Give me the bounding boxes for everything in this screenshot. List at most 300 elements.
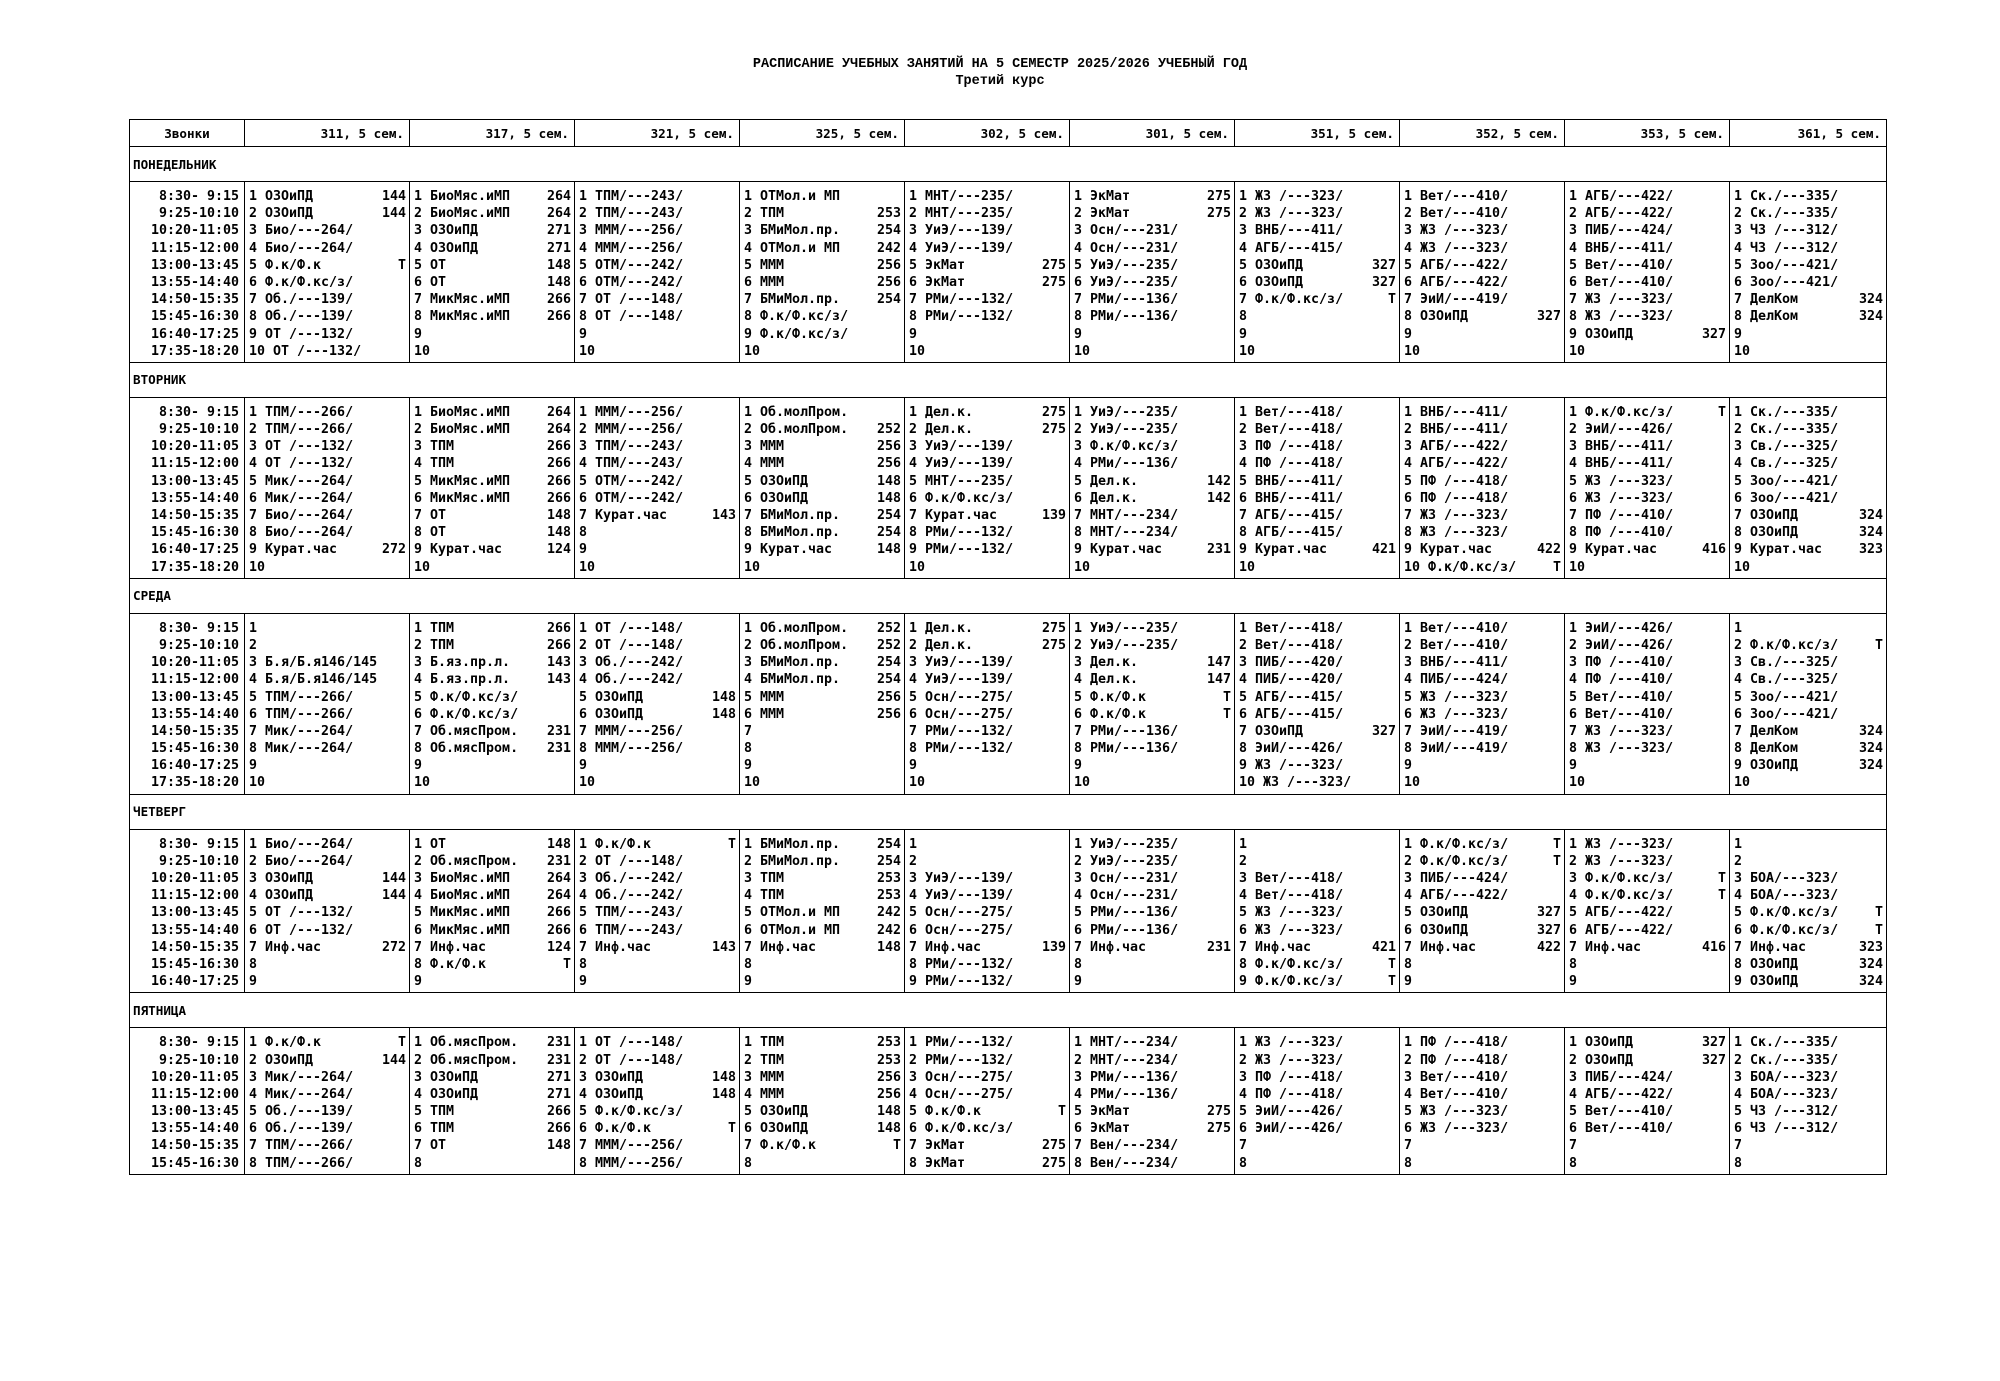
lesson-entry	[1400, 774, 1564, 791]
lesson-entry	[1730, 671, 1886, 688]
lesson-entry	[1235, 836, 1399, 853]
lesson-subject: 10	[1074, 343, 1091, 359]
lesson-subject: 1 МНТ/---234/	[1074, 1035, 1179, 1051]
lesson-subject: 2 ТПМ	[414, 637, 455, 653]
lesson-room: 253	[876, 1052, 901, 1068]
group-header: 302, 5 сем.	[905, 120, 1070, 147]
lesson-subject: 3 Осн/---231/	[1074, 871, 1179, 886]
lesson-subject: 2 ТПМ	[744, 1052, 785, 1068]
lesson-entry	[1070, 404, 1234, 421]
lesson-entry	[410, 1155, 574, 1172]
group-day-cell	[1730, 829, 1887, 993]
lesson-entry	[410, 774, 574, 791]
lesson-entry	[1565, 1120, 1729, 1137]
lesson-subject: 4 Осн/---231/	[1074, 240, 1179, 256]
lesson-entry	[740, 1120, 904, 1137]
lesson-entry	[1235, 524, 1399, 541]
lesson-entry	[1070, 620, 1234, 637]
lesson-entry	[1730, 455, 1886, 472]
lesson-subject: 8 ДелКом	[1734, 741, 1799, 757]
lesson-subject: 5 Вет/---410/	[1569, 689, 1674, 705]
lesson-entry	[410, 257, 574, 274]
lesson-subject: 7 ПФ /---410/	[1569, 508, 1674, 523]
lesson-entry	[1235, 904, 1399, 921]
lesson-entry	[1400, 257, 1564, 274]
group-day-cell	[740, 1028, 905, 1175]
lesson-subject: 4 УиЭ/---139/	[909, 672, 1014, 688]
bell-time: 9:25-10:10	[150, 206, 239, 222]
lesson-subject: 9	[1569, 974, 1578, 990]
lesson-subject: 9	[909, 758, 918, 774]
lesson-entry	[1235, 1069, 1399, 1086]
lesson-entry	[1070, 524, 1234, 541]
lesson-entry	[1070, 1120, 1234, 1137]
lesson-subject: 3 Дел.к.	[1074, 655, 1139, 671]
bell-time: 10:20-11:05	[150, 871, 239, 886]
lesson-entry	[1400, 922, 1564, 939]
lesson-entry	[410, 308, 574, 325]
lesson-subject: 3 Осн/---275/	[909, 1069, 1014, 1085]
lesson-subject: 8	[1734, 1155, 1743, 1171]
lesson-subject: 10	[909, 775, 926, 791]
lesson-entry	[410, 706, 574, 723]
group-header: 361, 5 сем.	[1730, 120, 1887, 147]
lesson-subject: 2 ТПМ	[744, 206, 785, 222]
lesson-subject: 1 ЭкМат	[1074, 189, 1131, 204]
lesson-subject: 3 Об./---242/	[579, 655, 684, 671]
lesson-entry	[740, 689, 904, 706]
lesson-entry	[740, 671, 904, 688]
lesson-entry	[245, 1069, 409, 1086]
bells-header: Звонки	[130, 120, 245, 147]
lesson-entry	[740, 205, 904, 222]
lesson-subject: 8 БМиМол.пр.	[744, 525, 841, 541]
lesson-entry	[1565, 1137, 1729, 1154]
lesson-room: 275	[1041, 1138, 1066, 1154]
group-day-cell	[1070, 182, 1235, 363]
lesson-subject: 3 ОЗОиПД	[579, 1069, 644, 1085]
bell-time: 11:15-12:00	[150, 672, 239, 688]
group-day-cell	[1235, 397, 1400, 578]
lesson-subject: 2 МММ/---256/	[579, 422, 684, 438]
lesson-subject: 6 ОТ	[414, 274, 447, 290]
lesson-entry	[575, 706, 739, 723]
lesson-entry	[1070, 274, 1234, 291]
lesson-entry	[1400, 274, 1564, 291]
lesson-subject: 5 ТПМ/---266/	[249, 689, 354, 705]
lesson-subject: 6 ОЗОиПД	[1404, 922, 1469, 938]
lesson-entry	[410, 922, 574, 939]
day-name: СРЕДА	[130, 578, 1887, 613]
lesson-room: 324	[1858, 956, 1883, 972]
lesson-subject: 8 МНТ/---234/	[1074, 525, 1179, 541]
lesson-subject: 10	[414, 775, 431, 791]
lesson-room: 148	[546, 274, 571, 290]
lesson-subject: 3 ПИБ/---420/	[1239, 655, 1344, 671]
lesson-subject: 7 Инф.час	[1239, 939, 1312, 955]
lesson-room: 422	[1536, 939, 1561, 955]
lesson-entry	[1730, 904, 1886, 921]
lesson-subject: 2 ТПМ/---243/	[579, 206, 684, 222]
lesson-room: 256	[876, 706, 901, 722]
lesson-entry	[410, 689, 574, 706]
lesson-room: 254	[876, 672, 901, 688]
lesson-entry	[740, 887, 904, 904]
lesson-entry	[410, 853, 574, 870]
bell-time: 11:15-12:00	[150, 456, 239, 472]
lesson-room: Т	[1552, 853, 1561, 869]
day-name: ЧЕТВЕРГ	[130, 794, 1887, 829]
lesson-entry	[1565, 490, 1729, 507]
lesson-entry	[1070, 671, 1234, 688]
lesson-entry	[1730, 637, 1886, 654]
group-day-cell	[245, 182, 410, 363]
lesson-entry	[905, 706, 1069, 723]
lesson-entry	[1235, 343, 1399, 360]
lesson-subject: 1 Вет/---410/	[1404, 620, 1509, 636]
lesson-entry	[1730, 620, 1886, 637]
lesson-entry	[245, 291, 409, 308]
lesson-subject: 6 ТПМ/---243/	[579, 922, 684, 938]
header-row	[130, 120, 1887, 147]
lesson-subject: 9 Курат.час	[1239, 542, 1328, 558]
bell-time: 14:50-15:35	[150, 939, 239, 955]
lesson-subject: 5 Ф.к/Ф.кс/з/	[1734, 905, 1839, 921]
lesson-entry	[1400, 1137, 1564, 1154]
group-day-cell	[1235, 182, 1400, 363]
lesson-subject: 6 Зоо/---421/	[1734, 274, 1839, 290]
lesson-entry	[410, 291, 574, 308]
lesson-room: 144	[381, 888, 406, 904]
lesson-subject: 2 ОЗОиПД	[249, 206, 314, 222]
lesson-subject: 4 ОТМол.и МП	[744, 240, 841, 256]
lesson-subject: 8 ОТ /---148/	[579, 309, 684, 325]
lesson-subject: 1 ОТ	[414, 836, 447, 852]
lesson-subject: 7 Инф.час	[1404, 939, 1477, 955]
lesson-subject: 9 ЖЗ /---323/	[1239, 758, 1344, 774]
lesson-entry	[740, 1052, 904, 1069]
lesson-entry	[1235, 507, 1399, 524]
lesson-subject: 1 Об.мясПром.	[414, 1035, 519, 1051]
lesson-room: Т	[1387, 292, 1396, 308]
lesson-room: 148	[711, 706, 736, 722]
week-schedule	[130, 147, 1887, 1175]
lesson-subject: 8	[1404, 956, 1413, 972]
lesson-entry	[905, 1086, 1069, 1103]
lesson-subject: 7 Инф.час	[414, 939, 487, 955]
lesson-subject: 3 ПФ /---418/	[1239, 1069, 1344, 1085]
lesson-room: 254	[876, 853, 901, 869]
lesson-room: 266	[546, 292, 571, 308]
lesson-subject: 9	[249, 974, 258, 990]
lesson-entry	[740, 455, 904, 472]
lesson-room: Т	[1387, 956, 1396, 972]
lesson-room: 271	[546, 1069, 571, 1085]
lesson-entry	[740, 524, 904, 541]
lesson-subject: 5 Зоо/---421/	[1734, 689, 1839, 705]
lesson-entry	[575, 291, 739, 308]
lesson-subject: 6 Ф.к/Ф.к	[1074, 706, 1147, 722]
lesson-subject: 2 Вет/---418/	[1239, 422, 1344, 438]
lesson-entry	[1235, 973, 1399, 990]
lesson-subject: 2 Об.мясПром.	[414, 1052, 519, 1068]
lesson-subject: 4 Об./---242/	[579, 888, 684, 904]
lesson-room: Т	[727, 836, 736, 852]
lesson-entry	[1070, 257, 1234, 274]
lesson-entry	[1565, 904, 1729, 921]
group-day-cell	[1235, 1028, 1400, 1175]
lesson-entry	[1565, 524, 1729, 541]
lesson-subject: 9	[414, 974, 423, 990]
lesson-entry	[1730, 1052, 1886, 1069]
lesson-subject: 7 ЭкМат	[909, 1138, 966, 1154]
lesson-entry	[905, 490, 1069, 507]
lesson-entry	[1730, 490, 1886, 507]
lesson-subject: 1 МММ/---256/	[579, 404, 684, 420]
lesson-subject: 7 ОЗОиПД	[1734, 508, 1799, 523]
lesson-entry	[740, 723, 904, 740]
lesson-entry	[1070, 904, 1234, 921]
lesson-subject: 4 ПИБ/---424/	[1404, 672, 1509, 688]
lesson-subject: 5 Зоо/---421/	[1734, 257, 1839, 273]
lesson-entry	[1235, 455, 1399, 472]
lesson-subject: 2 АГБ/---422/	[1569, 206, 1674, 222]
lesson-entry	[1400, 404, 1564, 421]
lesson-entry	[1400, 343, 1564, 360]
lesson-subject: 4 Вет/---410/	[1404, 1086, 1509, 1102]
lesson-entry	[245, 274, 409, 291]
lesson-entry	[740, 922, 904, 939]
lesson-entry	[1235, 956, 1399, 973]
lesson-entry	[575, 956, 739, 973]
lesson-entry	[410, 188, 574, 205]
group-header: 317, 5 сем.	[410, 120, 575, 147]
lesson-entry	[1565, 541, 1729, 558]
lesson-subject: 5 МНТ/---235/	[909, 473, 1014, 489]
lesson-subject: 10	[744, 559, 761, 575]
lesson-subject: 4 Об./---242/	[579, 672, 684, 688]
lesson-entry	[1400, 1120, 1564, 1137]
lesson-room: 275	[1206, 1121, 1231, 1137]
lesson-room: 253	[876, 1035, 901, 1051]
lesson-subject: 3 ОЗОиПД	[414, 1069, 479, 1085]
lesson-room: 148	[876, 473, 901, 489]
lesson-entry	[905, 836, 1069, 853]
lesson-subject: 3 Б.я/Б.я146/145	[249, 655, 378, 671]
lesson-entry	[245, 541, 409, 558]
lesson-subject: 4 УиЭ/---139/	[909, 240, 1014, 256]
group-day-cell	[410, 182, 575, 363]
lesson-room: 323	[1858, 542, 1883, 558]
lesson-subject: 8 ПФ /---410/	[1569, 525, 1674, 541]
lesson-subject: 6 ЭкМат	[1074, 1121, 1131, 1137]
lesson-subject: 1 Вет/---418/	[1239, 404, 1344, 420]
bell-time: 17:35-18:20	[150, 343, 239, 359]
lesson-entry	[245, 188, 409, 205]
lesson-entry	[1400, 473, 1564, 490]
lesson-subject: 2 ЭиИ/---426/	[1569, 637, 1674, 653]
group-day-cell	[1070, 829, 1235, 993]
lesson-room: Т	[1552, 836, 1561, 852]
lesson-subject: 5 ПФ /---418/	[1404, 473, 1509, 489]
lesson-subject: 10	[909, 343, 926, 359]
lesson-room: 324	[1858, 741, 1883, 757]
lesson-entry	[410, 870, 574, 887]
page-title: РАСПИСАНИЕ УЧЕБНЫХ ЗАНЯТИЙ НА 5 СЕМЕСТР 2025/2026 УЧЕБНЫЙ ГОД	[752, 57, 1248, 72]
lesson-subject: 5 Ф.к/Ф.к	[249, 257, 322, 273]
lesson-room: 254	[876, 525, 901, 541]
lesson-subject: 2	[249, 637, 258, 653]
bell-time: 16:40-17:25	[150, 326, 239, 342]
lesson-room: 266	[546, 922, 571, 938]
lesson-subject: 1	[1734, 620, 1743, 636]
lesson-entry	[245, 723, 409, 740]
lesson-subject: 9	[1404, 758, 1413, 774]
lesson-entry	[410, 1034, 574, 1051]
lesson-subject: 5 Ф.к/Ф.к	[909, 1104, 982, 1120]
lesson-entry	[1070, 887, 1234, 904]
lesson-entry	[1565, 438, 1729, 455]
lesson-entry	[1400, 240, 1564, 257]
lesson-entry	[905, 222, 1069, 239]
lesson-entry	[1070, 541, 1234, 558]
lesson-subject: 7 ЖЗ /---323/	[1404, 508, 1509, 523]
group-header: 311, 5 сем.	[245, 120, 410, 147]
lesson-entry	[1235, 689, 1399, 706]
group-day-cell	[575, 182, 740, 363]
lesson-subject: 4 ЧЗ /---312/	[1734, 240, 1839, 256]
lesson-entry	[245, 1034, 409, 1051]
lesson-entry	[1565, 559, 1729, 576]
bells-column	[130, 182, 245, 363]
lesson-entry	[1400, 956, 1564, 973]
lesson-entry	[1730, 689, 1886, 706]
lesson-entry	[740, 654, 904, 671]
lesson-subject: 9	[1569, 758, 1578, 774]
lesson-subject: 6 АГБ/---422/	[1569, 922, 1674, 938]
lesson-entry	[575, 240, 739, 257]
lesson-subject: 1 Вет/---418/	[1239, 620, 1344, 636]
lesson-entry	[740, 1034, 904, 1051]
lesson-subject: 7 ОЗОиПД	[1239, 723, 1304, 739]
lesson-entry	[1070, 870, 1234, 887]
lesson-subject: 9 РМи/---132/	[909, 974, 1014, 990]
lesson-entry	[1070, 240, 1234, 257]
bell-time: 15:45-16:30	[150, 1155, 239, 1171]
lesson-subject: 1 Ф.к/Ф.кс/з/	[1404, 836, 1509, 852]
lesson-entry	[1730, 559, 1886, 576]
lesson-entry	[1070, 939, 1234, 956]
lesson-subject: 8	[1239, 309, 1248, 325]
lesson-entry	[905, 205, 1069, 222]
lesson-subject: 8 ТПМ/---266/	[249, 1155, 354, 1171]
lesson-subject: 4 ПФ /---418/	[1239, 1086, 1344, 1102]
lesson-room: 254	[876, 508, 901, 523]
lesson-entry	[410, 740, 574, 757]
day-slots-row	[130, 1028, 1887, 1175]
lesson-subject: 7 ОТ	[414, 508, 447, 523]
lesson-room: Т	[397, 1035, 406, 1051]
lesson-room: 148	[711, 1069, 736, 1085]
lesson-entry	[575, 1034, 739, 1051]
lesson-subject: 8 МикМяс.иМП	[414, 309, 511, 325]
group-day-cell	[1400, 182, 1565, 363]
lesson-entry	[575, 1086, 739, 1103]
lesson-entry	[740, 956, 904, 973]
lesson-entry	[575, 757, 739, 774]
lesson-subject: 1 ТПМ/---266/	[249, 404, 354, 420]
lesson-subject: 8	[1404, 1155, 1413, 1171]
lesson-room: Т	[1717, 404, 1726, 420]
lesson-entry	[1730, 723, 1886, 740]
lesson-entry	[740, 326, 904, 343]
lesson-subject: 2 БМиМол.пр.	[744, 853, 841, 869]
lesson-subject: 5 МикМяс.иМП	[414, 473, 511, 489]
lesson-subject: 3 Ф.к/Ф.кс/з/	[1074, 439, 1179, 455]
group-header: 321, 5 сем.	[575, 120, 740, 147]
lesson-subject: 4 Дел.к.	[1074, 672, 1139, 688]
lesson-subject: 8	[579, 956, 588, 972]
lesson-entry	[1070, 308, 1234, 325]
lesson-subject: 6 Дел.к.	[1074, 490, 1139, 506]
lesson-entry	[905, 1137, 1069, 1154]
lesson-subject: 10	[1734, 343, 1751, 359]
lesson-subject: 2 Вет/---418/	[1239, 637, 1344, 653]
lesson-room: 266	[546, 490, 571, 506]
lesson-subject: 9 Курат.час	[1734, 542, 1823, 558]
lesson-subject: 4 УиЭ/---139/	[909, 888, 1014, 904]
lesson-room: 327	[1371, 274, 1396, 290]
lesson-entry	[575, 939, 739, 956]
lesson-subject: 1 Дел.к.	[909, 404, 974, 420]
lesson-entry	[1565, 956, 1729, 973]
lesson-subject: 8 ОЗОиПД	[1734, 525, 1799, 541]
lesson-subject: 4 ОЗОиПД	[414, 1086, 479, 1102]
lesson-subject: 10	[579, 559, 596, 575]
lesson-room: 144	[381, 189, 406, 204]
lesson-subject: 8	[1569, 956, 1578, 972]
lesson-entry	[740, 404, 904, 421]
lesson-entry	[1235, 559, 1399, 576]
lesson-entry	[905, 1034, 1069, 1051]
lesson-subject: 7 МикМяс.иМП	[414, 292, 511, 308]
lesson-subject: 9	[1074, 758, 1083, 774]
group-header: 351, 5 сем.	[1235, 120, 1400, 147]
lesson-subject: 5 ЧЗ /---312/	[1734, 1104, 1839, 1120]
lesson-subject: 4 УиЭ/---139/	[909, 456, 1014, 472]
lesson-subject: 4 МММ/---256/	[579, 240, 684, 256]
lesson-entry	[1400, 637, 1564, 654]
lesson-subject: 7 ДелКом	[1734, 292, 1799, 308]
schedule-table	[129, 119, 1887, 1175]
lesson-subject: 4 Ф.к/Ф.кс/з/	[1569, 888, 1674, 904]
lesson-subject: 1 Ф.к/Ф.кс/з/	[1569, 404, 1674, 420]
lesson-entry	[1730, 939, 1886, 956]
lesson-subject: 2 РМи/---132/	[909, 1052, 1014, 1068]
lesson-subject: 2 ОЗОиПД	[1569, 1052, 1634, 1068]
lesson-entry	[575, 723, 739, 740]
lesson-subject: 1	[1734, 836, 1743, 852]
lesson-entry	[1730, 1069, 1886, 1086]
day-slots-row	[130, 182, 1887, 363]
lesson-subject: 8 ОЗОиПД	[1404, 309, 1469, 325]
lesson-subject: 4 Мик/---264/	[249, 1086, 354, 1102]
lesson-subject: 2 Дел.к.	[909, 637, 974, 653]
lesson-subject: 10 Ф.к/Ф.кс/з/	[1404, 559, 1517, 575]
lesson-subject: 10	[1569, 559, 1586, 575]
lesson-room: 327	[1371, 723, 1396, 739]
lesson-subject: 7 Курат.час	[579, 508, 668, 523]
